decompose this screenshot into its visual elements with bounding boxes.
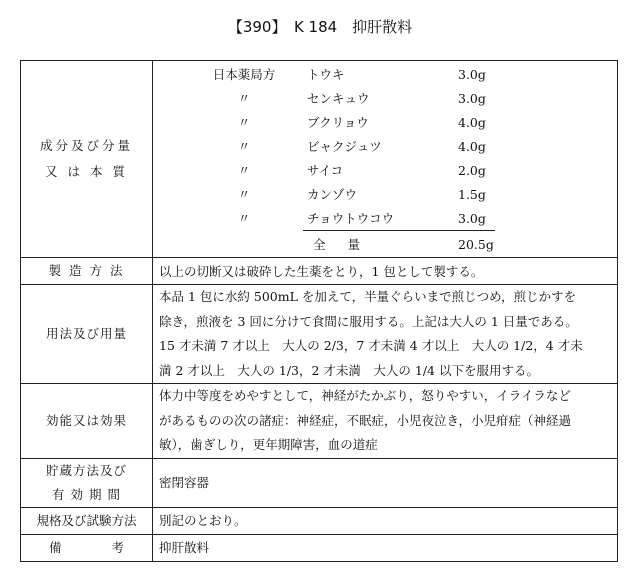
- dosage-line: 満 2 才以上 大人の 1/3，2 才未満 大人の 1/4 以下を服用する。: [159, 362, 539, 378]
- total-row: [153, 233, 617, 257]
- ingredient-amount: 4.0g: [458, 115, 486, 130]
- ingredient-name: ビャクジュツ: [307, 139, 382, 154]
- ingredient-row: [153, 111, 617, 135]
- specifications-text: 別記のとおり。: [153, 507, 618, 534]
- ingredient-source: 〃: [237, 187, 251, 202]
- composition-row: [21, 61, 618, 258]
- dosage-text: [153, 285, 618, 384]
- dosage-row: [21, 285, 618, 384]
- efficacy-text: [153, 384, 618, 459]
- ingredient-source: 〃: [237, 163, 251, 178]
- ingredient-source: 日本薬局方: [212, 67, 276, 82]
- efficacy-row: [21, 384, 618, 459]
- ingredient-row: [153, 207, 617, 231]
- remarks-row: [21, 534, 618, 561]
- composition-label-line2: 又 は 本 質: [45, 164, 128, 179]
- ingredient-name: チョウトウコウ: [307, 211, 395, 226]
- ingredient-amount: 4.0g: [458, 139, 486, 154]
- remarks-label: 備 考: [21, 534, 153, 561]
- ingredient-amount: 3.0g: [458, 91, 486, 106]
- storage-row: [21, 458, 618, 507]
- ingredient-name: カンゾウ: [307, 187, 358, 202]
- manufacturing-text: 以上の切断又は破砕した生薬をとり，1 包として製する。: [153, 258, 618, 285]
- ingredient-row: [153, 63, 617, 87]
- manufacturing-label: 製 造 方 法: [21, 258, 153, 285]
- ingredient-amount: 3.0g: [458, 67, 486, 82]
- specifications-label: 規格及び試験方法: [21, 507, 153, 534]
- ingredient-row: [153, 183, 617, 207]
- composition-label: [21, 61, 153, 258]
- total-amount: 20.5g: [458, 237, 494, 252]
- dosage-line: 15 才未満 7 才以上 大人の 2/3，7 才未満 4 才以上 大人の 1/2，4 才未: [159, 338, 583, 353]
- formulation-table: [20, 60, 618, 562]
- storage-label-line1: 貯蔵方法及び: [45, 462, 127, 478]
- specifications-row: [21, 507, 618, 534]
- dosage-line: 本品 1 包に水約 500mL を加えて，半量ぐらいまで煎じつめ，煎じかすを: [159, 289, 577, 304]
- efficacy-line: があるものの次の諸症：神経症，不眠症，小児夜泣き，小児疳症（神経過: [159, 412, 572, 428]
- storage-label: [21, 458, 153, 507]
- ingredient-name: ブクリョウ: [307, 115, 369, 130]
- ingredient-source: 〃: [237, 115, 251, 130]
- ingredient-name: サイコ: [307, 163, 344, 178]
- ingredient-source: 〃: [237, 139, 251, 154]
- efficacy-line: 体力中等度をめやすとして，神経がたかぶり，怒りやすい，イライラなど: [159, 388, 571, 403]
- composition-label-line1: 成分及び分量: [39, 138, 133, 153]
- remarks-text: 抑肝散料: [153, 534, 618, 561]
- dosage-line: 除き，煎液を 3 回に分けて食間に服用する。上記は大人の 1 日量である。: [159, 313, 578, 329]
- document-title: 【390】 K 184 抑肝散料: [227, 18, 413, 36]
- ingredient-amount: 1.5g: [458, 187, 486, 202]
- ingredient-row: [153, 135, 617, 159]
- ingredient-list: [153, 61, 617, 257]
- ingredient-amount: 2.0g: [458, 163, 486, 178]
- ingredient-name: トウキ: [307, 67, 345, 82]
- total-label: 全量: [313, 237, 383, 252]
- composition-content: [153, 61, 618, 258]
- ingredient-row: [153, 159, 617, 183]
- total-divider: [303, 230, 495, 231]
- efficacy-label: 効能又は効果: [21, 384, 153, 459]
- ingredient-source: 〃: [237, 211, 251, 226]
- ingredient-amount: 3.0g: [458, 211, 486, 226]
- manufacturing-row: [21, 258, 618, 285]
- storage-text: 密閉容器: [153, 458, 618, 507]
- efficacy-line: 敏），歯ぎしり，更年期障害，血の道症: [159, 437, 378, 452]
- ingredient-name: センキュウ: [307, 91, 370, 106]
- ingredient-source: 〃: [237, 91, 251, 106]
- dosage-label: 用法及び用量: [21, 285, 153, 384]
- ingredient-row: [153, 87, 617, 111]
- storage-label-line2: 有 効 期 間: [52, 486, 121, 502]
